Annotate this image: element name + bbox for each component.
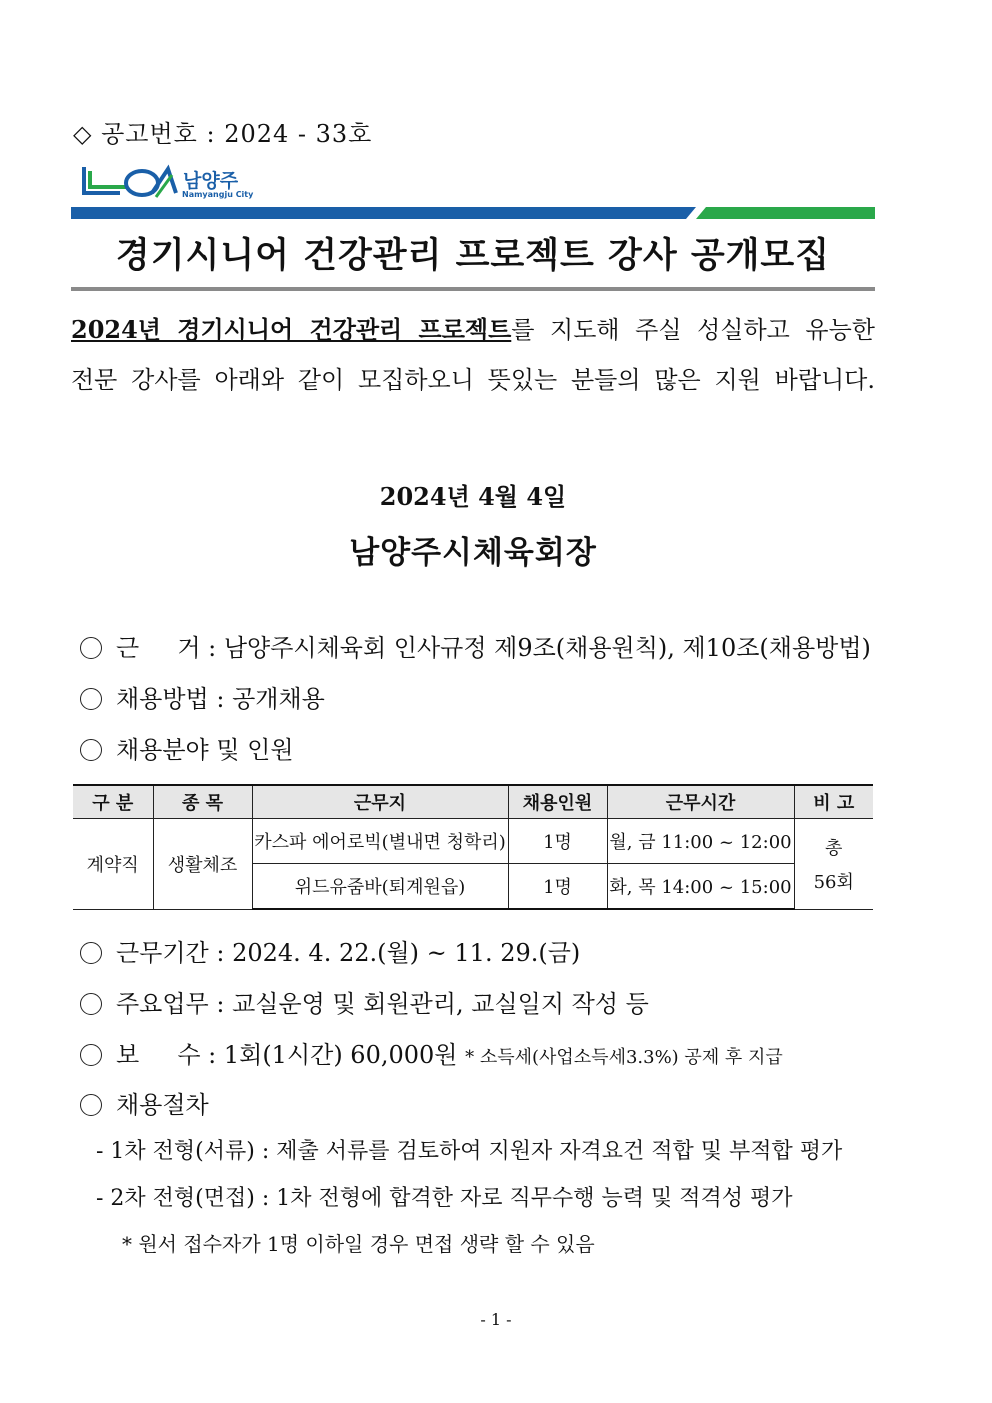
- step-1-text: 제출 서류를 검토하여 지원자 자격요건 적합 및 부적합 평가: [276, 1139, 843, 1164]
- intro-line-2: 전문 강사를 아래와 같이 모집하오니 뜻있는 분들의 많은 지원 바랍니다.: [71, 366, 875, 394]
- item-duties-value: 교실운영 및 회원관리, 교실일지 작성 등: [232, 990, 649, 1018]
- item-field-label: 채용분야 및 인원: [116, 736, 294, 764]
- organization-name: 남양주시체육회장: [349, 535, 597, 571]
- circle-bullet-icon: [80, 942, 102, 964]
- remark-bottom: 56회: [813, 871, 854, 893]
- table-header: 채용인원: [508, 785, 607, 819]
- item-method: 채용방법 : 공개채용: [80, 679, 325, 714]
- item-pay-label: 보 수: [116, 1041, 201, 1069]
- circle-bullet-icon: [80, 688, 102, 710]
- item-period: 근무기간 : 2024. 4. 22.(월) ~ 11. 29.(금): [80, 933, 580, 968]
- notice-number-text: 공고번호 : 2024 - 33호: [101, 120, 373, 148]
- item-field: [80, 730, 294, 765]
- remark-top: 총: [825, 837, 843, 859]
- item-period-label: 근무기간: [116, 939, 209, 967]
- item-period-value: 2024. 4. 22.(월) ~ 11. 29.(금): [232, 939, 581, 967]
- steps-note: * 원서 접수자가 1명 이하일 경우 면접 생략 할 수 있음: [122, 1232, 595, 1256]
- step-2: - 2차 전형(면접) : 1차 전형에 합격한 자로 직무수행 능력 및 적격성 평가: [96, 1186, 793, 1211]
- table-row: [73, 819, 873, 864]
- item-basis-label: 근 거: [116, 634, 201, 662]
- item-procedure-label: 채용절차: [116, 1091, 209, 1119]
- table-cell-place: 카스파 에어로빅(별내면 청학리): [252, 819, 508, 864]
- table-cell-time: 월, 금 11:00 ~ 12:00: [607, 819, 794, 864]
- page-number: - 1 -: [480, 1310, 512, 1329]
- intro-line-1-rest: 를 지도해 주실 성실하고 유능한: [511, 316, 875, 344]
- announcement-date: 2024년 4월 4일: [379, 482, 567, 511]
- page-title: 경기시니어 건강관리 프로젝트 강사 공개모집: [115, 236, 831, 276]
- item-pay-value: 1회(1시간) 60,000원: [223, 1041, 458, 1069]
- recruitment-table: [73, 784, 873, 910]
- item-basis: 근 거 : 남양주시체육회 인사규정 제9조(채용원칙), 제10조(채용방법): [80, 628, 871, 663]
- table-header: 비 고: [794, 785, 873, 819]
- step-1-label: - 1차 전형(서류): [96, 1139, 255, 1164]
- circle-bullet-icon: [80, 637, 102, 659]
- notice-number: [73, 114, 372, 149]
- circle-bullet-icon: [80, 1044, 102, 1066]
- item-procedure: [80, 1085, 209, 1120]
- table-header: 근무지: [252, 785, 508, 819]
- table-cell-count: 1명: [508, 819, 607, 864]
- item-pay: 보 수 : 1회(1시간) 60,000원 * 소득세(사업소득세3.3%) 공제 후 지급: [80, 1035, 783, 1070]
- diamond-icon: ◇: [73, 120, 93, 148]
- step-2-label: - 2차 전형(면접): [96, 1186, 255, 1211]
- table-cell-time: 화, 목 14:00 ~ 15:00: [607, 864, 794, 910]
- intro-emphasis: 2024년 경기시니어 건강관리 프로젝트: [71, 315, 512, 344]
- item-basis-value: 남양주시체육회 인사규정 제9조(채용원칙), 제10조(채용방법): [223, 634, 871, 662]
- step-2-text: 1차 전형에 합격한 자로 직무수행 능력 및 적격성 평가: [276, 1186, 793, 1211]
- header-bar: [71, 207, 875, 219]
- table-cell-sport: 생활체조: [153, 819, 252, 910]
- table-header: 종 목: [153, 785, 252, 819]
- circle-bullet-icon: [80, 739, 102, 761]
- table-cell-remark: [794, 819, 873, 910]
- table-header-row: [73, 785, 873, 819]
- table-cell-category: 계약직: [73, 819, 153, 910]
- item-pay-note: * 소득세(사업소득세3.3%) 공제 후 지급: [465, 1047, 783, 1068]
- circle-bullet-icon: [80, 993, 102, 1015]
- logo-name: 남양주: [183, 170, 239, 192]
- table-cell-place: 위드유줌바(퇴계원읍): [252, 864, 508, 910]
- item-duties: 주요업무 : 교실운영 및 회원관리, 교실일지 작성 등: [80, 984, 649, 1019]
- table-header: 구 분: [73, 785, 153, 819]
- intro-line-1: [71, 310, 875, 345]
- circle-bullet-icon: [80, 1094, 102, 1116]
- item-method-label: 채용방법: [116, 685, 209, 713]
- item-method-value: 공개채용: [232, 685, 325, 713]
- item-duties-label: 주요업무: [116, 990, 209, 1018]
- table-cell-count: 1명: [508, 864, 607, 910]
- table-header: 근무시간: [607, 785, 794, 819]
- logo-subtitle: Namyangju City: [182, 190, 254, 199]
- title-divider: [71, 287, 875, 291]
- step-1: - 1차 전형(서류) : 제출 서류를 검토하여 지원자 자격요건 적합 및 부적합 평가: [96, 1139, 843, 1164]
